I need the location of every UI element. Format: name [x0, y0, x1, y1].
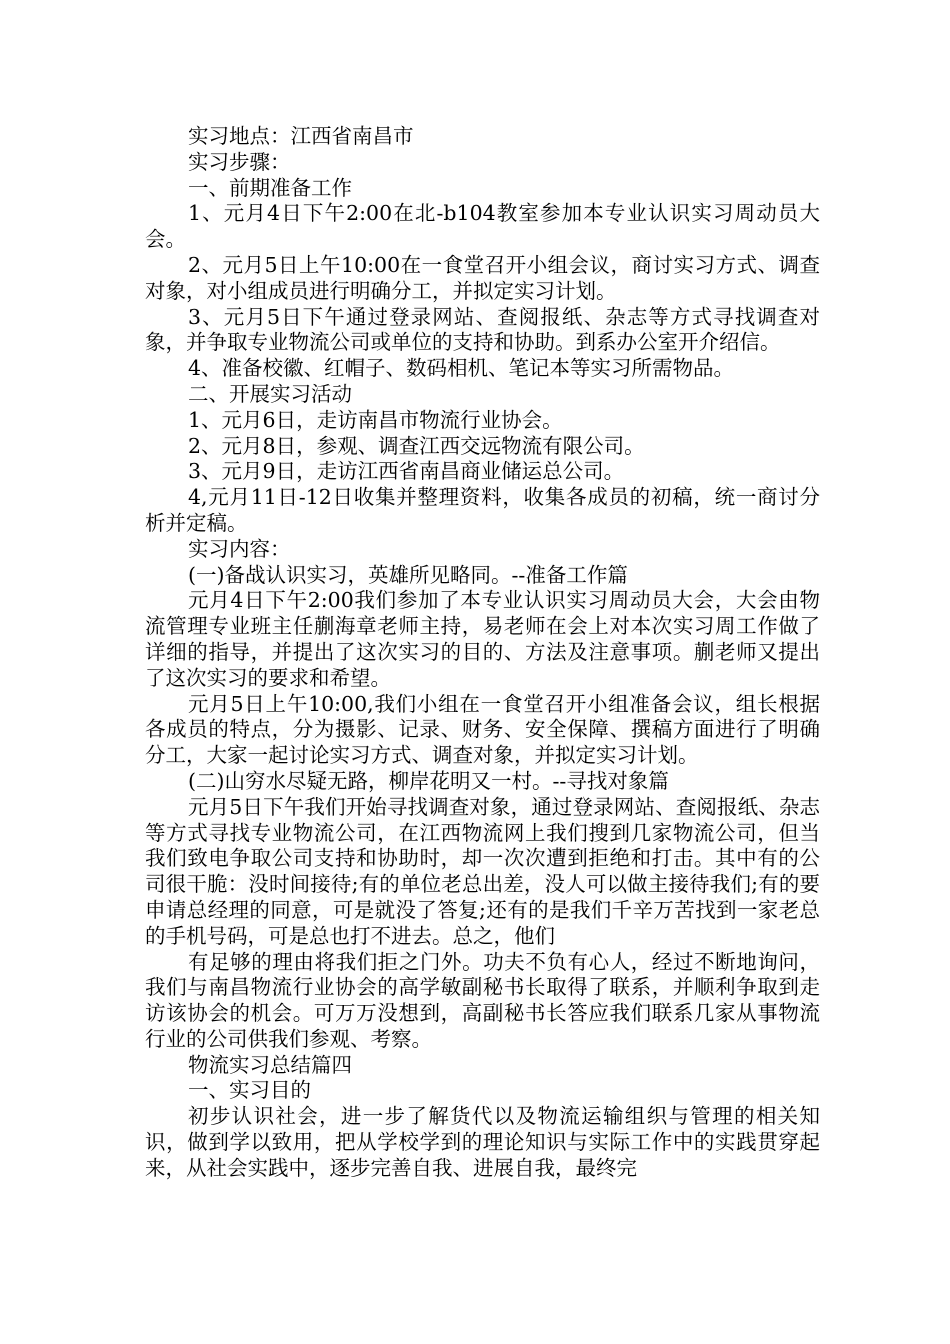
paragraph: 2、元月8日，参观、调查江西交远物流有限公司。 [188, 433, 645, 458]
paragraph: 4、准备校徽、红帽子、数码相机、笔记本等实习所需物品。 [188, 356, 735, 381]
section-heading: 一、实习目的 [188, 1078, 311, 1103]
section-heading: 实习内容： [188, 536, 291, 561]
paragraph: 初步认识社会，进一步了解货代以及物流运输组织与管理的相关知识，做到学以致用，把从学校学到的理论知识与实际工作中的实践贯穿起来，从社会实践中，逐步完善自我、进展自我，最终完 [145, 1104, 820, 1180]
paragraph: 元月5日上午10:00,我们小组在一食堂召开小组准备会议，组长根据各成员的特点，分为摄影、记录、财务、安全保障、撰稿方面进行了明确分工，大家一起讨论实习方式、调查对象，并拟定实习计划。 [145, 691, 820, 768]
paragraph: 2、元月5日上午10:00在一食堂召开小组会议，商讨实习方式、调查对象，对小组成员进行明确分工，并拟定实习计划。 [145, 252, 820, 303]
subsection-heading: (二)山穷水尽疑无路，柳岸花明又一村。--寻找对象篇 [188, 768, 669, 793]
document-body [145, 124, 820, 1182]
paragraph: 3、元月9日，走访江西省南昌商业储运总公司。 [188, 459, 625, 484]
section-heading: 二、开展实习活动 [188, 381, 352, 406]
section-heading: 物流实习总结篇四 [188, 1052, 352, 1077]
paragraph: 实习步骤： [188, 149, 291, 174]
paragraph: 3、元月5日下午通过登录网站、查阅报纸、杂志等方式寻找调查对象，并争取专业物流公司或单位的支持和协助。到系办公室开介绍信。 [145, 304, 820, 355]
subsection-heading: (一)备战认识实习，英雄所见略同。--准备工作篇 [188, 562, 628, 587]
paragraph: 4,元月11日-12日收集并整理资料，收集各成员的初稿，统一商讨分析并定稿。 [145, 485, 820, 535]
section-heading: 一、前期准备工作 [188, 175, 352, 200]
paragraph: 实习地点：江西省南昌市 [188, 124, 414, 148]
paragraph: 元月4日下午2:00我们参加了本专业认识实习周动员大会，大会由物流管理专业班主任蒯海章老师主持，易老师在会上对本次实习周工作做了详细的指导，并提出了这次实习的目的、方法及注意事项。蒯老师又提出了这次实习的要求和希望。 [145, 588, 820, 690]
paragraph: 1、元月6日，走访南昌市物流行业协会。 [188, 407, 563, 432]
paragraph: 有足够的理由将我们拒之门外。功夫不负有心人，经过不断地询问，我们与南昌物流行业协会的高学敏副秘书长取得了联系，并顺利争取到走访该协会的机会。可万万没想到，高副秘书长答应我们联系几家从事物流行业的公司供我们参观、考察。 [145, 949, 820, 1051]
paragraph: 元月5日下午我们开始寻找调查对象，通过登录网站、查阅报纸、杂志等方式寻找专业物流公司，在江西物流网上我们搜到几家物流公司，但当我们致电争取公司支持和协助时，却一次次遭到拒绝和打击。其中有的公司很干脆：没时间接待;有的单位老总出差，没人可以做主接待我们;有的要申请总经理的同意，可是就没了答复;还有的是我们千辛万苦找到一家老总的手机号码，可是总也打不进去。总之，他们 [145, 794, 820, 948]
paragraph: 1、元月4日下午2:00在北-b104教室参加本专业认识实习周动员大会。 [145, 201, 820, 252]
